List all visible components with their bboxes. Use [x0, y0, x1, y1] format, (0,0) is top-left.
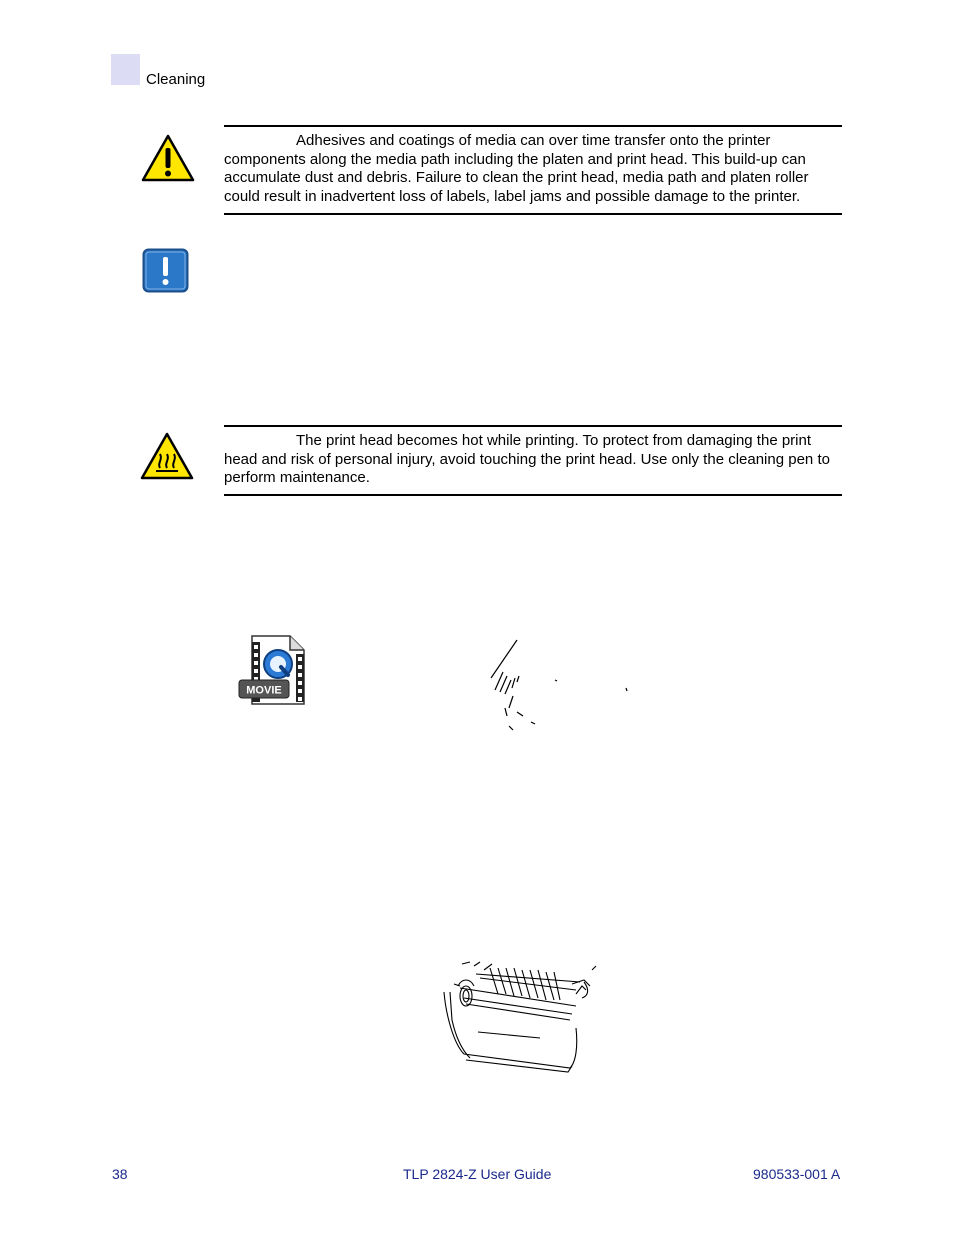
printer-open-illustration	[440, 956, 604, 1078]
footer-document-number: 980533-001 A	[753, 1166, 841, 1182]
caution-notice	[224, 125, 842, 215]
important-exclamation-icon	[142, 248, 189, 293]
caution-notice-text: Adhesives and coatings of media can over time transfer onto the printer components along the media path including the platen and print head. This build-up can accumulate dust and debris. Failure to clean the print head, media path and platen roller could result in inadvertent loss of labels, label jams and possible damage to the printer.	[224, 132, 809, 205]
cleaning-pen-illustration	[483, 636, 633, 736]
caution-triangle-icon	[141, 134, 195, 182]
hot-surface-notice	[224, 425, 842, 496]
movie-label: MOVIE	[246, 684, 282, 697]
hot-surface-notice-text: The print head becomes hot while printing. To protect from damaging the print head and risk of personal injury, avoid touching the print head. Use only the cleaning pen to perform maintenance.	[224, 432, 830, 486]
footer-guide-title: TLP 2824-Z User Guide	[403, 1166, 552, 1182]
movie-file-icon[interactable]	[238, 634, 306, 706]
section-tab-marker	[111, 54, 140, 85]
footer-page-number: 38	[112, 1166, 128, 1182]
running-header-section: Cleaning	[146, 71, 206, 88]
hot-surface-warning-icon	[140, 432, 194, 480]
